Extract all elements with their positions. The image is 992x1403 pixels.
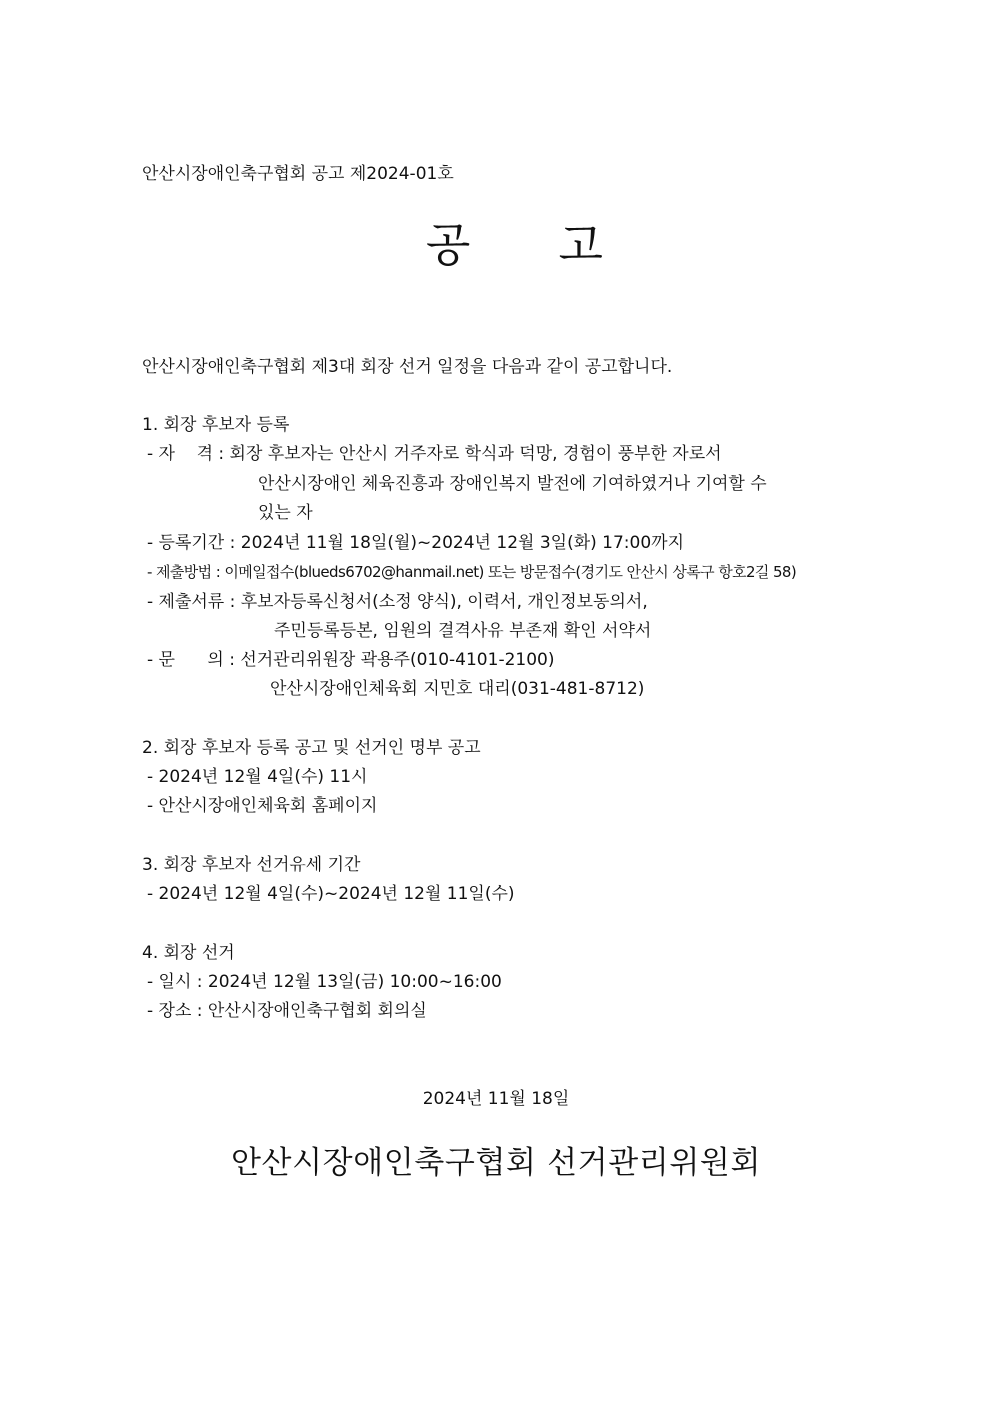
registration-period-line: - 등록기간 : 2024년 11월 18일(월)~2024년 12월 3일(화) 17:00까지 (147, 533, 685, 553)
election-datetime-line: - 일시 : 2024년 12월 13일(금) 10:00~16:00 (147, 972, 502, 992)
section-heading-3: 3. 회장 후보자 선거유세 기간 (142, 855, 361, 875)
election-place-line: - 장소 : 안산시장애인축구협회 회의실 (147, 1001, 427, 1021)
notice-number: 안산시장애인축구협회 공고 제2024-01호 (142, 164, 454, 184)
qualification-line: - 자 격 : 회장 후보자는 안산시 거주자로 학식과 덕망, 경험이 풍부한 자로서 (147, 444, 722, 464)
issuing-organization: 안산시장애인축구협회 선거관리위원회 (230, 1145, 762, 1181)
document-title: 공 고 (425, 218, 640, 272)
campaign-period-line: - 2024년 12월 4일(수)~2024년 12월 11일(수) (147, 884, 515, 904)
submission-method-line: - 제출방법 : 이메일접수(blueds6702@hanmail.net) 또는 방문접수(경기도 안산시 상록구 항호2길 58) (147, 563, 797, 581)
qualification-line-cont: 안산시장애인 체육진흥과 장애인복지 발전에 기여하였거나 기여할 수 (258, 474, 767, 494)
inquiry-line-cont: 안산시장애인체육회 지민호 대리(031-481-8712) (270, 679, 645, 699)
intro-text: 안산시장애인축구협회 제3대 회장 선거 일정을 다음과 같이 공고합니다. (142, 357, 673, 377)
qualification-line-cont: 있는 자 (258, 503, 313, 523)
section-heading-2: 2. 회장 후보자 등록 공고 및 선거인 명부 공고 (142, 738, 481, 758)
documents-line: - 제출서류 : 후보자등록신청서(소정 양식), 이력서, 개인정보동의서, (147, 592, 648, 612)
announcement-date-line: - 2024년 12월 4일(수) 11시 (147, 767, 368, 787)
announcement-place-line: - 안산시장애인체육회 홈페이지 (147, 796, 378, 816)
inquiry-line: - 문 의 : 선거관리위원장 곽용주(010-4101-2100) (147, 650, 555, 670)
notice-date: 2024년 11월 18일 (422, 1089, 570, 1109)
documents-line-cont: 주민등록등본, 임원의 결격사유 부존재 확인 서약서 (274, 621, 652, 641)
section-heading-4: 4. 회장 선거 (142, 943, 235, 963)
section-heading-1: 1. 회장 후보자 등록 (142, 415, 290, 435)
